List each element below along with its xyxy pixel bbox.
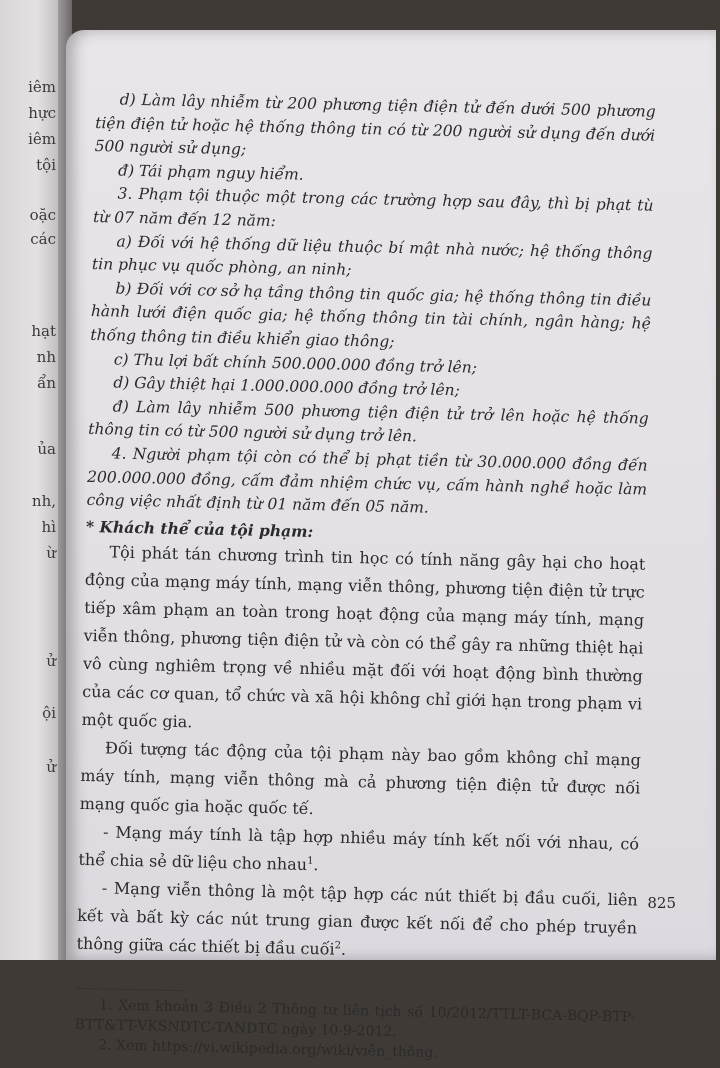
left-page-fragment: ội	[42, 704, 56, 722]
page-number: 825	[647, 894, 676, 912]
clause-3c: c) Thu lợi bất chính 500.000.000 đồng trở lên;	[113, 350, 478, 377]
left-page-fragment: hạt	[31, 322, 56, 340]
footnote-divider	[76, 988, 186, 991]
left-page-fragment: iêm	[28, 78, 56, 96]
clause-3dd: đ) Làm lây nhiễm 500 phương tiện điện tử trở lên hoặc hệ thống thông tin có từ 500 người sử dụng trở lên.	[88, 397, 649, 446]
left-page-fragment: ử	[46, 758, 56, 776]
left-page-fragment: ừ	[46, 544, 56, 562]
section-heading: * Khách thể của tội phạm:	[85, 516, 314, 541]
clause-2dd: đ) Tái phạm nguy hiểm.	[117, 161, 304, 184]
footnote-1: 1. Xem khoản 3 Điều 2 Thông tư liên tịch số 10/2012/TTLT-BCA-BQP-BTP-BTT&TT-VKSNDTC-TANDTC ngày 10-9-2012.	[74, 997, 636, 1041]
left-page-fragment: hì	[41, 518, 56, 536]
left-page-edge	[0, 0, 62, 960]
clause-2d: d) Làm lây nhiễm từ 200 phương tiện điện tử đến dưới 500 phương tiện điện tử hoặc hệ thống thông tin có từ 200 người sử dụng đến dưới 500 người sử dụng;	[94, 90, 656, 159]
body-paragraph: Tội phát tán chương trình tin học có tính năng gây hại cho hoạt động của mạng máy tính, mạng viễn thông, phương tiện điện tử trực tiếp xâm phạm an toàn trong hoạt động của mạng máy tính, mạng viễn thông, phương tiện điện tử và còn có thể gây ra những thiệt hại vô cùng nghiêm trọng về nhiều mặt đối với hoạt động bình thường của các cơ quan, tổ chức và xã hội không chỉ giới hạn trong phạm vi một quốc gia.	[81, 542, 646, 732]
body-paragraph: - Mạng viễn thông là một tập hợp các nút thiết bị đầu cuối, liên kết và bất kỳ các nút trung gian được kết nối để cho phép truyền thông giữa các thiết bị đầu cuối$^2$.	[76, 878, 638, 960]
footnote-2: 2. Xem https://vi.wikipedia.org/wiki/viễn_thông.	[98, 1037, 438, 1062]
footnote-ref-1: 1	[306, 855, 314, 868]
clause-3a: a) Đối với hệ thống dữ liệu thuộc bí mật nhà nước; hệ thống thông tin phục vụ quốc phòng, an ninh;	[91, 232, 653, 279]
left-page-fragment: ẩn	[37, 374, 56, 392]
left-page-fragment: tội	[36, 156, 56, 174]
book-page	[66, 30, 716, 1062]
left-page-fragment: ử	[46, 652, 56, 670]
body-paragraph: - Mạng máy tính là tập hợp nhiều máy tính kết nối với nhau, có thể chia sẻ dữ liệu cho nhau$^1$.	[78, 822, 640, 875]
left-page-fragment: oặc	[29, 206, 56, 224]
clause-3d: d) Gây thiệt hại 1.000.000.000 đồng trở lên;	[113, 373, 461, 400]
clause-3: 3. Phạm tội thuộc một trong các trường hợp sau đây, thì bị phạt tù từ 07 năm đến 12 năm:	[92, 184, 654, 231]
left-page-fragment: iêm	[28, 130, 56, 148]
page-content	[74, 88, 656, 1068]
left-page-fragment: ủa	[37, 440, 56, 458]
body-paragraph: Đối tượng tác động của tội phạm này bao gồm không chỉ mạng máy tính, mạng viễn thông mà cả phương tiện điện tử được nối mạng quốc gia hoặc quốc tế.	[79, 738, 642, 819]
body-text: - Mạng viễn thông là một tập hợp các nút thiết bị đầu cuối, liên kết và bất kỳ các nút trung gian được kết nối để cho phép truyền thông giữa các thiết bị đầu cuối	[76, 878, 638, 959]
left-page-fragment: nh	[36, 348, 56, 366]
body-text: - Mạng máy tính là tập hợp nhiều máy tính kết nối với nhau, có thể chia sẻ dữ liệu cho nhau	[78, 822, 640, 875]
footnote-ref-2: 2	[334, 940, 342, 952]
left-page-fragment: nh,	[31, 492, 56, 510]
left-page-fragment: hực	[28, 104, 56, 122]
clause-4: 4. Người phạm tội còn có thể bị phạt tiền từ 30.000.000 đồng đến 200.000.000 đồng, cấm đảm nhiệm chức vụ, cấm hành nghề hoặc làm công việc nhất định từ 01 năm đến 05 năm.	[86, 444, 648, 517]
clause-3b: b) Đối với cơ sở hạ tầng thông tin quốc gia; hệ thống thông tin điều hành lưới điện quốc gia; hệ thống thông tin tài chính, ngân hàng; hệ thống thông tin điều khiển giao thông;	[90, 279, 652, 351]
left-page-fragment: các	[30, 230, 56, 248]
